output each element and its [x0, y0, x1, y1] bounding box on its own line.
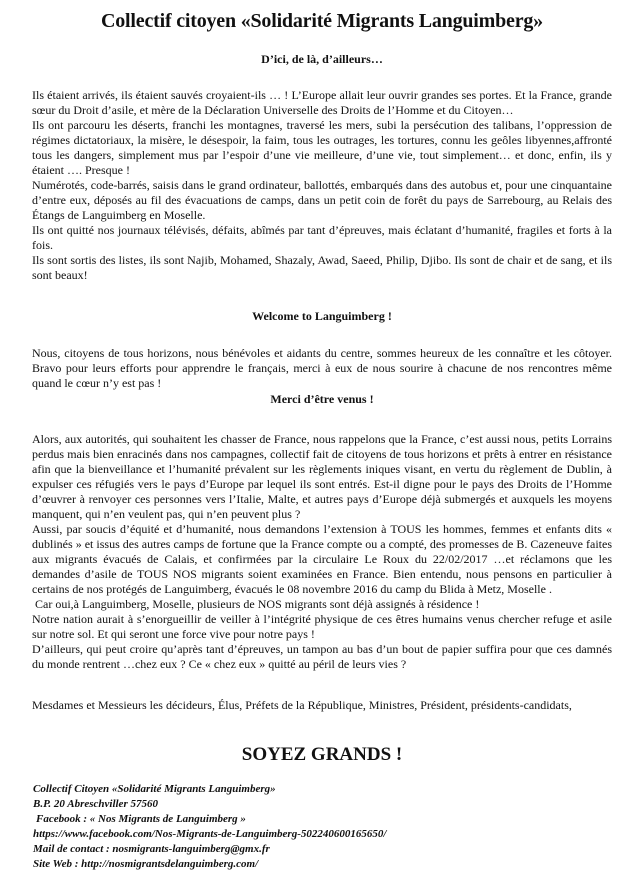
intro-paragraph: Ils ont parcouru les déserts, franchi les montagnes, traversé les mers, subi la persécution des talibans, l’oppression de régimes dictatoriaux, la misère, le désespoir, la faim, tous les outrages, les tortures, connu les geôles libyennes,affronté tous les dangers, simplement mus par l’espoir d’une vie meilleure, d’une vie, tout simplement… et donc, enfin, ils y étaient …. Presque ! — [32, 118, 612, 177]
welcome-section — [32, 346, 612, 391]
appeal-paragraph: Notre nation aurait à s’enorgueillir de veiller à l’intégrité physique de ces êtres humains venus chercher refuge et asile sur notre sol. Et qui seront une force vive pour notre pays ! — [32, 612, 612, 641]
closing-heading: SOYEZ GRANDS ! — [241, 744, 403, 765]
intro-paragraph: Ils étaient arrivés, ils étaient sauvés croyaient-ils … ! L’Europe allait leur ouvrir grandes ses portes. Et la France, grande sœur du Droit d’asile, et mère de la Déclaration Universelle des Droits de l’Homme et du Citoyen… — [32, 88, 612, 117]
footer-facebook-label: Facebook : « Nos Migrants de Languimberg » — [36, 813, 246, 825]
thanks-heading: Merci d’être venus ! — [270, 392, 374, 406]
appeal-paragraph: Aussi, par soucis d’équité et d’humanité, nous demandons l’extension à TOUS les hommes, femmes et enfants dits « dublinés » et issus des autres camps de fortune que la France compte ou a compté, des promesses de B. Cazeneuve faites aux migrants évacués de Calais, et confirmées par la circulaire Le Roux du 22/02/2017 …et réclamons que les demandes d’asile de TOUS NOS migrants soient examinées en France. Bien entendu, nous pensons en particulier à certains de nos protégés de Languimberg, évacués le 08 novembre 2016 du camp du Blida à Metz, Moselle . — [32, 522, 612, 596]
welcome-heading: Welcome to Languimberg ! — [252, 309, 392, 323]
address-line: Mesdames et Messieurs les décideurs, Élus, Préfets de la République, Ministres, Président, présidents-candidats, — [32, 698, 572, 712]
contact-footer — [33, 782, 613, 872]
intro-section — [32, 88, 612, 283]
footer-org: Collectif Citoyen «Solidarité Migrants Languimberg» — [33, 783, 276, 795]
footer-facebook-link[interactable]: https://www.facebook.com/Nos-Migrants-de-Languimberg-502240600165650/ — [33, 828, 387, 840]
footer-postal: B.P. 20 Abreschviller 57560 — [33, 798, 158, 810]
appeal-paragraph: Alors, aux autorités, qui souhaitent les chasser de France, nous rappelons que la France, c’est aussi nous, petits Lorrains perdus mais bien enracinés dans nos campagnes, collectif fait de citoyens de tous horizons et prêts à entrer en résistance afin que la bienveillance et l’humanité prévalent sur les règlements iniques visant, en vertu du règlement de Dublin, à expulser ces réfugiés vers le pays d’Europe par lequel ils sont entrés. Est-il digne pour le pays des Droits de l’Homme d’œuvrer à renvoyer ces personnes vers l’Italie, Malte, et autres pays d’Europe déjà submergés et auxquels les moyens manquent, qui n’en veulent pas, qui n’en peuvent plus ? — [32, 432, 612, 521]
address-section — [32, 698, 612, 713]
appeal-paragraph: Car oui,à Languimberg, Moselle, plusieurs de NOS migrants sont déjà assignés à résidence ! — [35, 597, 480, 611]
appeal-paragraph: D’ailleurs, qui peut croire qu’après tant d’épreuves, un tampon au bas d’un bout de papier suffira pour que ces damnés du monde rentrent …chez eux ? Ce « chez eux » quitté au péril de leurs vies ? — [32, 642, 612, 671]
document-title: Collectif citoyen «Solidarité Migrants Languimberg» — [101, 10, 543, 32]
document-subtitle: D’ici, de là, d’ailleurs… — [261, 52, 383, 66]
footer-mail[interactable]: Mail de contact : nosmigrants-languimberg@gmx.fr — [33, 843, 270, 855]
appeal-section — [32, 432, 612, 672]
intro-paragraph: Ils ont quitté nos journaux télévisés, défaits, abîmés par tant d’épreuves, mais éclatant d’humanité, fragiles et forts à la fois. — [32, 223, 612, 252]
welcome-paragraph: Nous, citoyens de tous horizons, nous bénévoles et aidants du centre, sommes heureux de les connaître et les côtoyer. Bravo pour leurs efforts pour apprendre le français, merci à eux de nous sourire à chacune de nos rencontres même quand le cœur n’y est pas ! — [32, 346, 612, 390]
intro-paragraph: Numérotés, code-barrés, saisis dans le grand ordinateur, ballottés, embarqués dans des autobus et, pour une cinquantaine d’entre eux, déposés au fil des évacuations de camps, dans un petit coin de forêt du pays de Sarrebourg, au Relais des Étangs de Languimberg en Moselle. — [32, 178, 612, 222]
footer-site[interactable]: Site Web : http://nosmigrantsdelanguimberg.com/ — [33, 858, 259, 870]
intro-paragraph: Ils sont sortis des listes, ils sont Najib, Mohamed, Shazaly, Awad, Saeed, Philip, Djibo. Ils sont de chair et de sang, et ils sont beaux! — [32, 253, 612, 282]
